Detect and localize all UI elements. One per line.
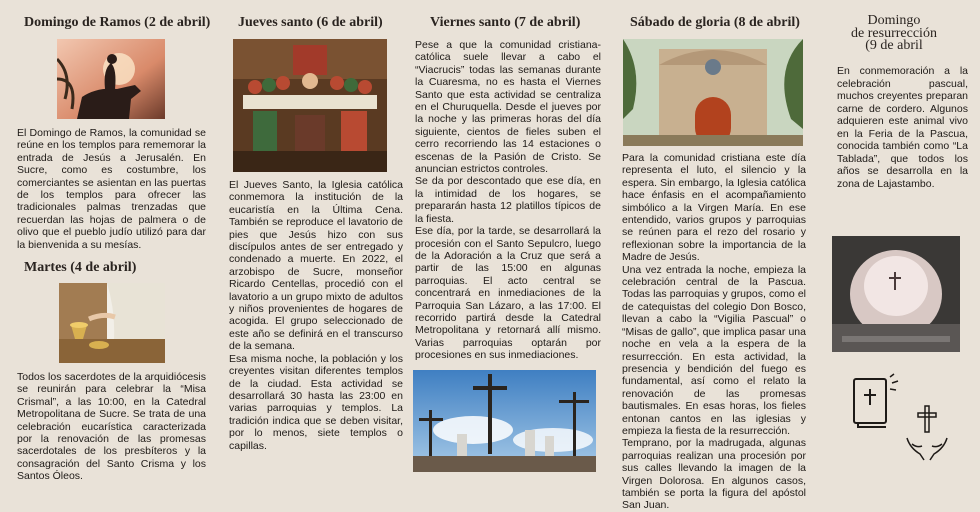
text-domingo-resurreccion: En conmemoración a la celebración pascual, muchos creyentes preparan carne de cordero. Algunos adquieren este animal vivo en la Feria de la Pascua, conocida también como “La Tablada”, que todos los años se desarrolla en la zona de Lajastambo. — [837, 65, 968, 190]
heading-domingo-ramos: Domingo de Ramos (2 de abril) — [24, 15, 211, 30]
hands-cross-icon — [904, 404, 950, 462]
chrism-mass-image — [59, 283, 165, 363]
column-sabado-gloria — [604, 0, 812, 512]
text-viernes-santo: Pese a que la comunidad cristiana-católica suele llevar a cabo el “Viacrucis” todas las semanas durante la Cuaresma, no es hasta el Viernes Santo que esta actividad se centraliza en el Churuquella. Desde el jueves por la noche y las primeras horas del día siguiente, cientos de fieles suben el cerro recorriendo las 14 estaciones o escenas de la Pasión de Cristo. Se anuncian estrictos controles. Se da por descontado que ese día, en la intimidad de los hogares, se prepararán hasta 12 platillos típicos de la fiesta. Ese día, por la tarde, se desarrollará la procesión con el Santo Sepulcro, luego de la Adoración a la Cruz que será a partir de las 15:00 en algunas parroquias. El acto central se concentrará en inmediaciones de la Parroquia San Lázaro, a las 17:00. El recorrido partirá desde la Catedral Metropolitana y retornará allí mismo. Varias parroquias optarán por procesiones en sus inmediaciones. — [415, 39, 601, 362]
heading-viernes-santo: Viernes santo (7 de abril) — [430, 15, 581, 30]
last-supper-image — [233, 39, 387, 172]
heading-martes: Martes (4 de abril) — [24, 260, 137, 275]
text-sabado-gloria: Para la comunidad cristiana este día representa el luto, el silencio y la espera. Sin embargo, la Iglesia católica hace énfasis en el acompañamiento simbólico a la Virgen María. En ese entendido, varios grupos y parroquias se reúnen para el rezo del rosario y reflexionan sobre la importancia de la Madre de Jesús. Una vez entrada la noche, empieza la celebración central de la Pascua. Todas las parroquias y grupos, como el de catequistas del colegio Don Bosco, llevan a cabo la “Vigilia Pascual” o “Misas de gallo”, que implica pasar una noche en vela a la espera de la resurrección. En esta actividad, la presencia y bendición del fuego es fundamental, así como el relato la renovación de las promesas bautismales. En esas horas, los fieles entonan cantos en las iglesias y empieza la fiesta de la resurrección. Temprano, por la madrugada, algunas parroquias realizan una procesión por sus calles llevando la imagen de la Virgen Dolorosa. En algunos casos, también se porta la figura del apóstol San Juan. — [622, 152, 806, 512]
text-domingo-ramos: El Domingo de Ramos, la comunidad se reúne en los templos para rememorar la entrada de Jesús a Jerusalén. En Sucre, como es costumbre, los comerciantes se asientan en las puertas de los templos para ofrecer las tradicionales palmas trenzadas que recuerdan las hojas de palmera o de olivo que el pueblo judío utilizó para dar la bienvenida a su mesías. — [17, 127, 206, 251]
church-facade-image — [623, 39, 803, 146]
text-jueves-santo: El Jueves Santo, la Iglesia católica conmemora la institución de la eucaristía en la Última Cena. También se reproduce el lavatorio de pies que Jesús hizo con sus discípulos antes de ser entregado y condenado a muerte. En 2022, el arzobispo de Sucre, monseñor Ricardo Centellas, procedió con el lavatorio a un grupo mixto de adultos y niños provenientes de hogares de acogida. El grupo seleccionado de este año se definirá en el transcurso de la semana. Esa misma noche, la población y los creyentes visitan diferentes templos de la ciudad. Esta actividad se desarrollará 30 hasta las 23:00 en varias parroquias y templos. La tradición indica que se deben visitar, por lo menos, siete templos o capillas. — [229, 179, 403, 452]
empty-tomb-image — [832, 236, 960, 352]
column-viernes-santo — [408, 0, 604, 486]
text-martes: Todos los sacerdotes de la arquidiócesis se reunirán para celebrar la “Misa Crismal”, a las 10:00, en la Catedral Metropolitana de Sucre. Se trata de una celebración eucarística caracterizada por la renovación de las promesas sacerdotales de los presbíteros y la consagración del Santo Crisma y los Santos Óleos. — [17, 371, 206, 483]
column-domingo-resurreccion — [812, 0, 980, 486]
column-jueves-santo — [212, 0, 408, 486]
bible-icon — [850, 373, 902, 429]
heading-sabado-gloria: Sábado de gloria (8 de abril) — [630, 15, 800, 30]
column-domingo-ramos — [0, 0, 212, 486]
palm-sunday-image — [57, 39, 165, 119]
heading-jueves-santo: Jueves santo (6 de abril) — [238, 15, 383, 30]
crucifixion-image — [413, 370, 596, 472]
heading-domingo-resurreccion: Domingo de resurrección (9 de abril — [851, 13, 937, 53]
